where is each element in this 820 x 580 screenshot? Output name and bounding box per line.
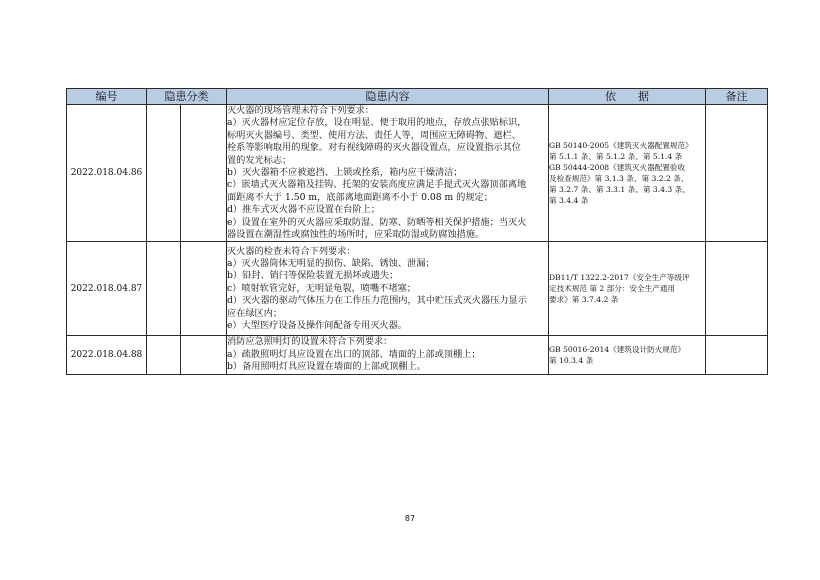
content-line: 面距离不大于 1.50 m，底部离地面距离不小于 0.08 m 的规定； [227,191,493,203]
content-line: d）推车式灭火器不应设置在台阶上； [227,204,380,216]
content-line: a）灭火器筒体无明显的损伤、缺陷、锈蚀、泄漏； [227,257,435,269]
row-basis [549,336,706,374]
content-line: 灭火器的现场管理未符合下列要求： [227,105,374,116]
basis-line: 第 5.1.1 条、第 5.1.2 条、第 5.1.4 条 [549,152,683,162]
content-line: e）大型医疗设备及操作间配备专用灭火器。 [227,319,407,331]
row-category-secondary [181,105,227,242]
row-category-secondary [181,336,227,374]
row-remarks [706,105,768,242]
content-line: 栓系等影响取用的现象。对有视线障碍的灭火器设置点，应设置指示其位 [227,142,521,154]
header-remarks: 备注 [706,89,768,105]
basis-line: 及检查规范》第 3.1.3 条、第 3.2.2 条、 [549,174,689,184]
row-code: 2022.018.04.87 [67,242,147,336]
content-line: b）灭火器箱不应被遮挡、上锁或拴系，箱内应干燥清洁； [227,167,463,179]
header-content: 隐患内容 [227,89,549,105]
content-line: b）铅封、销闩等保险装置无损坏或遗失； [227,270,399,282]
row-code: 2022.018.04.86 [67,105,147,242]
content-line: a）疏散照明灯具应设置在出口的顶部、墙面的上部或顶棚上； [227,348,481,360]
table-row [67,336,768,374]
content-line: 置的发光标志； [227,154,292,166]
table-row [67,242,768,336]
row-content [227,336,549,374]
content-line: b）备用照明灯具应设置在墙面的上部或顶棚上。 [227,361,426,373]
basis-line: 第 10.3.4 条 [549,356,594,366]
content-line: 标明灭火器编号、类型、使用方法、责任人等，周围应无障碍物、遮栏、 [227,129,521,141]
content-line: a）灭火器材应定位存放，设在明显、便于取用的地点，存放点张贴标识， [227,117,527,129]
content-line: d）灭火器的驱动气体压力在工作压力范围内，其中贮压式灭火器压力显示 [227,295,527,307]
table-header-row [67,89,768,105]
row-category-primary [147,242,181,336]
row-category-primary [147,105,181,242]
row-category-primary [147,336,181,374]
content-line: c）喷射软管完好，无明显龟裂，喷嘴不堵塞； [227,282,416,294]
hazard-table [66,88,768,375]
basis-line: GB 50140-2005《建筑灭火器配置规范》 [549,141,693,151]
basis-line: GB 50016-2014《建筑设计防火规范》 [549,345,686,355]
row-remarks [706,336,768,374]
basis-line: 要求》第 3.7.4.2 条 [549,295,619,305]
row-basis [549,242,706,336]
page-number: 87 [404,514,416,523]
header-basis: 依 据 [549,89,706,105]
basis-line: DB11/T 1322.2-2017《安全生产等级评 [549,273,690,283]
content-line: e）设置在室外的灭火器应采取防湿、防寒、防晒等相关保护措施；当灭火 [227,216,527,228]
content-line: 器设置在潮湿性或腐蚀性的场所时，应采取防湿或防腐蚀措施。 [227,229,485,241]
content-line: 应在绿区内； [227,307,283,319]
row-content [227,105,549,242]
content-line: 消防应急照明灯的设置未符合下列要求： [227,336,393,348]
basis-line: 定技术规范 第 2 部分：安全生产通用 [549,284,675,294]
basis-line: 第 3.4.4 条 [549,196,589,206]
row-remarks [706,242,768,336]
content-line: 灭火器的检查未符合下列要求： [227,245,356,257]
basis-line: 第 3.2.7 条、第 3.3.1 条、第 3.4.3 条、 [549,185,690,195]
basis-line: GB 50444-2008《建筑灭火器配置验收 [549,163,686,173]
table-row [67,105,768,242]
header-category: 隐患分类 [147,89,227,105]
row-code: 2022.018.04.88 [67,336,147,374]
row-content [227,242,549,336]
row-basis [549,105,706,242]
row-category-secondary [181,242,227,336]
content-line: c）嵌墙式灭火器箱及挂钩、托架的安装高度应满足手提式灭火器顶部离地 [227,179,527,191]
header-code: 编号 [67,89,147,105]
